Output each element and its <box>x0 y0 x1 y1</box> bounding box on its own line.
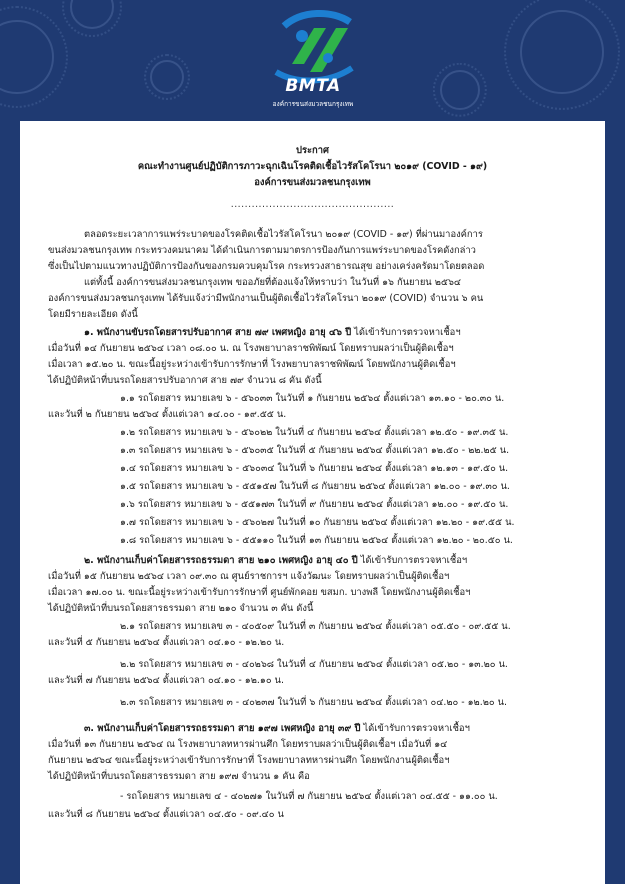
intro-line: องค์การขนส่งมวลชนกรุงเทพ ได้รับแจ้งว่ามีพนักงานเป็นผู้ติดเชื้อไวรัสโคโรนา ๒๐๑๙ (COVID) จำนวน ๖ คน <box>48 293 484 304</box>
document-page <box>20 121 605 884</box>
section-3-line: เมื่อวันที่ ๑๓ กันยายน ๒๕๖๔ ณ โรงพยาบาลทหารผ่านศึก โดยทราบผลว่าเป็นผู้ติดเชื้อฯ เมื่อวันที่ ๑๔ <box>48 739 448 750</box>
announcement <box>20 121 605 884</box>
section-1-item: ๑.๘ รถโดยสาร หมายเลข ๖ - ๕๕๑๑๐ ในวันที่ ๑๓ กันยายน ๒๕๖๔ ตั้งแต่เวลา ๑๒.๒๐ - ๒๐.๕๐ น. <box>120 535 513 546</box>
intro-line: โดยมีรายละเอียด ดังนี้ <box>48 309 138 320</box>
section-1-item: ๑.๓ รถโดยสาร หมายเลข ๖ - ๕๖๐๓๕ ในวันที่ ๕ กันยายน ๒๕๖๔ ตั้งแต่เวลา ๑๒.๕๐ - ๒๒.๒๕ น. <box>120 445 510 456</box>
section-2-item: ๒.๑ รถโดยสาร หมายเลข ๓ - ๔๐๕๐๙ ในวันที่ ๓ กันยายน ๒๕๖๔ ตั้งแต่เวลา ๐๕.๕๐ - ๐๙.๕๕ น. <box>120 621 511 632</box>
section-3-item: - รถโดยสาร หมายเลข ๔ - ๔๐๒๗๑ ในวันที่ ๗ กันยายน ๒๕๖๔ ตั้งแต่เวลา ๐๔.๕๕ - ๑๑.๐๐ น. <box>120 791 498 802</box>
section-1-heading: ๑. พนักงานขับรถโดยสารปรับอากาศ สาย ๗๙ เพศหญิง อายุ ๔๖ ปี ได้เข้ารับการตรวจหาเชื้อฯ <box>84 327 461 338</box>
intro-line: แต่ทั้งนี้ องค์การขนส่งมวลชนกรุงเทพ ขออภัยที่ต้องแจ้งให้ทราบว่า ในวันที่ ๑๖ กันยายน ๒๕๖๔ <box>84 277 462 288</box>
header-banner <box>0 0 625 140</box>
section-2-item: ๒.๓ รถโดยสาร หมายเลข ๓ - ๔๐๒๓๗ ในวันที่ ๖ กันยายน ๒๕๖๔ ตั้งแต่เวลา ๐๔.๒๐ - ๑๒.๒๐ น. <box>120 697 507 708</box>
section-3-line: กันยายน ๒๕๖๔ ขณะนี้อยู่ระหว่างเข้ารับการรักษาที่ โรงพยาบาลทหารผ่านศึก โดยพนักงานผู้ติดเชื้อฯ <box>48 755 450 766</box>
section-2-item: และวันที่ ๕ กันยายน ๒๕๖๔ ตั้งแต่เวลา ๐๔.๑๐ - ๑๒.๒๐ น. <box>48 637 285 648</box>
section-2-heading: ๒. พนักงานเก็บค่าโดยสารรถธรรมดา สาย ๒๑๐ เพศหญิง อายุ ๔๐ ปี ได้เข้ารับการตรวจหาเชื้อฯ <box>84 555 468 566</box>
section-3-item: และวันที่ ๘ กันยายน ๒๕๖๔ ตั้งแต่เวลา ๐๔.๕๐ - ๐๙.๔๐ น <box>48 809 284 820</box>
section-2-item: ๒.๒ รถโดยสาร หมายเลข ๓ - ๔๐๒๖๘ ในวันที่ ๔ กันยายน ๒๕๖๔ ตั้งแต่เวลา ๐๕.๒๐ - ๑๓.๒๐ น. <box>120 659 508 670</box>
intro-line: ตลอดระยะเวลาการแพร่ระบาดของโรคติดเชื้อไวรัสโคโรนา ๒๐๑๙ (COVID - ๑๙) ที่ผ่านมาองค์การ <box>84 229 483 240</box>
section-1-item: ๑.๕ รถโดยสาร หมายเลข ๖ - ๕๕๑๕๗ ในวันที่ ๘ กันยายน ๒๕๖๔ ตั้งแต่เวลา ๑๒.๐๐ - ๑๙.๓๐ น. <box>120 481 510 492</box>
committee-title: คณะทำงานศูนย์ปฏิบัติการภาวะฉุกเฉินโรคติดเชื้อไวรัสโคโรนา ๒๐๑๙ (COVID - ๑๙) <box>137 161 488 172</box>
virus-decoration <box>150 60 184 94</box>
section-2-line: เมื่อเวลา ๑๗.๐๐ น. ขณะนี้อยู่ระหว่างเข้ารับการรักษาที่ ศูนย์พักคอย ขสมก. บางพลี โดยพนักงานผู้ติดเชื้อฯ <box>48 587 471 598</box>
section-1-item: ๑.๔ รถโดยสาร หมายเลข ๖ - ๕๖๐๓๔ ในวันที่ ๖ กันยายน ๒๕๖๔ ตั้งแต่เวลา ๑๒.๑๓ - ๑๙.๕๐ น. <box>120 463 509 474</box>
section-1-item: ๑.๒ รถโดยสาร หมายเลข ๖ - ๕๖๐๒๒ ในวันที่ ๔ กันยายน ๒๕๖๔ ตั้งแต่เวลา ๑๒.๕๐ - ๑๙.๓๕ น. <box>120 427 509 438</box>
intro-line: ซึ่งเป็นไปตามแนวทางปฏิบัติการป้องกันของกรมควบคุมโรค กระทรวงสาธารณสุข อย่างเคร่งครัดมาโดยตลอด <box>48 261 485 272</box>
announcement-label: ประกาศ <box>296 145 329 156</box>
section-2-item: และวันที่ ๗ กันยายน ๒๕๖๔ ตั้งแต่เวลา ๐๔.๑๐ - ๑๒.๑๐ น. <box>48 675 284 686</box>
virus-decoration <box>440 70 480 110</box>
virus-decoration <box>70 0 114 29</box>
divider: ............................................... <box>230 199 395 210</box>
virus-decoration <box>520 10 604 94</box>
section-1-item: และวันที่ ๒ กันยายน ๒๕๖๔ ตั้งแต่เวลา ๑๔.๐๐ - ๑๙.๕๕ น. <box>48 409 287 420</box>
section-1-item: ๑.๖ รถโดยสาร หมายเลข ๖ - ๕๕๑๗๓ ในวันที่ ๙ กันยายน ๒๕๖๔ ตั้งแต่เวลา ๑๒.๐๐ - ๑๙.๕๐ น. <box>120 499 509 510</box>
section-3-heading: ๓. พนักงานเก็บค่าโดยสารรถธรรมดา สาย ๑๙๗ เพศหญิง อายุ ๓๙ ปี ได้เข้ารับการตรวจหาเชื้อฯ <box>84 723 470 734</box>
logo-name: BMTA <box>285 76 341 96</box>
intro-line: ขนส่งมวลชนกรุงเทพ กระทรวงคมนาคม ได้ดำเนินการตามมาตรการป้องกันการแพร่ระบาดของโรคดังกล่าว <box>48 245 476 256</box>
organization-name: องค์การขนส่งมวลชนกรุงเทพ <box>254 177 371 188</box>
virus-decoration <box>0 20 54 94</box>
section-1-item: ๑.๑ รถโดยสาร หมายเลข ๖ - ๕๖๐๓๓ ในวันที่ ๑ กันยายน ๒๕๖๔ ตั้งแต่เวลา ๑๓.๑๐ - ๒๐.๓๐ น. <box>120 393 505 404</box>
section-1-line: เมื่อเวลา ๑๕.๒๐ น. ขณะนี้อยู่ระหว่างเข้ารับการรักษาที่ โรงพยาบาลราชพิพัฒน์ โดยพนักงานผู้ติดเชื้อฯ <box>48 359 456 370</box>
logo-subtitle: องค์การขนส่งมวลชนกรุงเทพ <box>272 100 354 108</box>
section-1-line: ได้ปฏิบัติหน้าที่บนรถโดยสารปรับอากาศ สาย ๗๙ จำนวน ๘ คัน ดังนี้ <box>48 375 322 386</box>
section-2-line: เมื่อวันที่ ๑๕ กันยายน ๒๕๖๔ เวลา ๐๙.๓๐ ณ ศูนย์ราชการฯ แจ้งวัฒนะ โดยทราบผลว่าเป็นผู้ติดเชื้อฯ <box>48 571 450 582</box>
section-1-item: ๑.๗ รถโดยสาร หมายเลข ๖ - ๕๖๐๒๗ ในวันที่ ๑๐ กันยายน ๒๕๖๔ ตั้งแต่เวลา ๑๒.๒๐ - ๑๙.๕๕ น. <box>120 517 515 528</box>
section-2-line: ได้ปฏิบัติหน้าที่บนรถโดยสารธรรมดา สาย ๒๑๐ จำนวน ๓ คัน ดังนี้ <box>48 603 314 614</box>
section-1-line: เมื่อวันที่ ๑๔ กันยายน ๒๕๖๔ เวลา ๐๘.๐๐ น. ณ โรงพยาบาลราชพิพัฒน์ โดยทราบผลว่าเป็นผู้ติดเชื้อฯ <box>48 343 454 354</box>
section-3-line: ได้ปฏิบัติหน้าที่บนรถโดยสารธรรมดา สาย ๑๙๗ จำนวน ๑ คัน คือ <box>48 771 310 782</box>
